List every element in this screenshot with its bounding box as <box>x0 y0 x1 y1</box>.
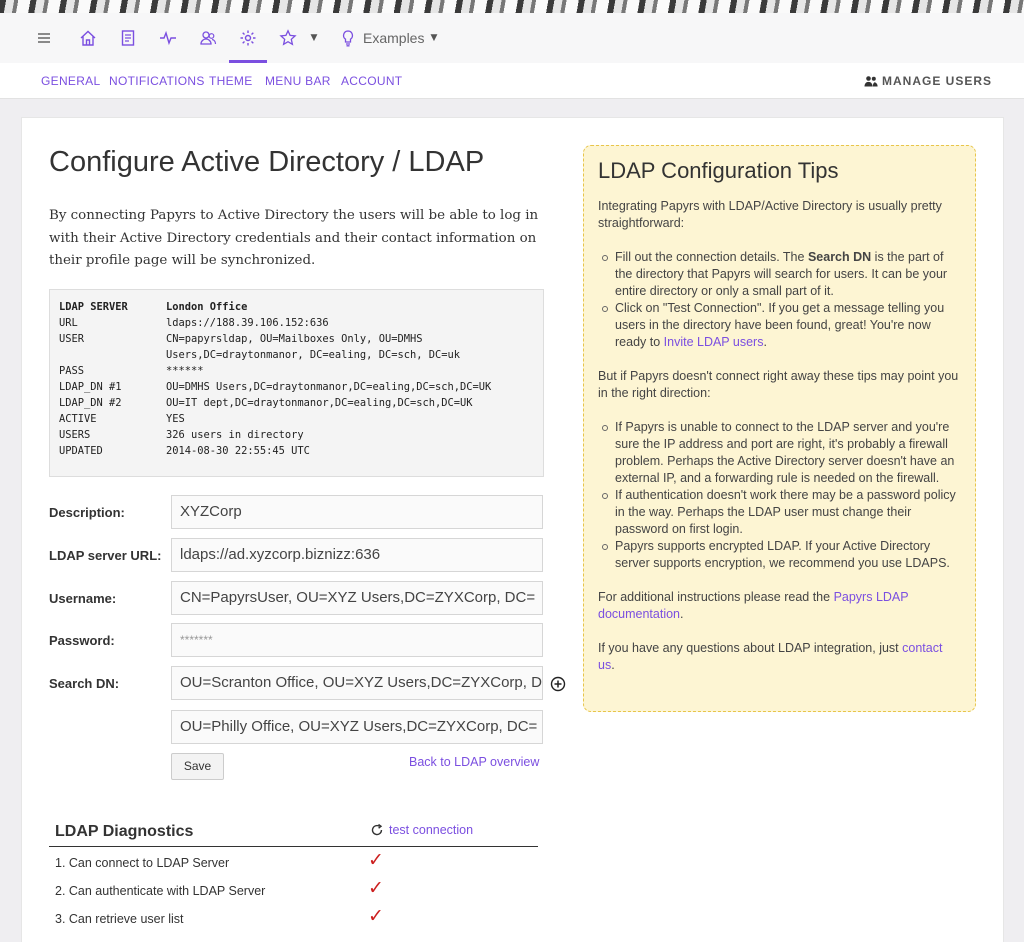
tip-text: Click on "Test Connection". If you get a message telling you users in the directory have been found, great! You're now ready to <box>615 301 945 349</box>
password-label: Password: <box>49 633 115 648</box>
tab-general[interactable]: GENERAL <box>41 74 101 88</box>
summary-row <box>59 427 543 443</box>
summary-value: OU=IT dept,DC=draytonmanor,DC=ealing,DC=sch,DC=UK <box>166 397 473 409</box>
tip-item <box>615 300 961 351</box>
tips-list-troubleshoot <box>598 419 961 572</box>
tip-bold-text: Search DN <box>807 250 872 264</box>
tab-notifications[interactable]: NOTIFICATIONS <box>109 74 205 88</box>
summary-value: 2014-08-30 22:55:45 UTC <box>166 445 310 457</box>
tip-item: If Papyrs is unable to connect to the LDAP server and you're sure the IP address and port are right, it's probably a firewall problem. Perhaps the Active Directory server doesn't have an external IP, and a forwarding rule is needed on the firewall. <box>615 419 961 487</box>
tab-account[interactable]: ACCOUNT <box>341 74 403 88</box>
summary-value: London Office <box>166 301 248 313</box>
examples-label: Examples <box>363 30 425 46</box>
tip-item: If authentication doesn't work there may be a password policy in the way. Perhaps the LDAP user must change their password on first login. <box>615 487 961 538</box>
username-field[interactable]: CN=PapyrsUser, OU=XYZ Users,DC=ZYXCorp, DC= <box>171 581 543 615</box>
diagnostics-divider <box>49 846 538 847</box>
summary-value: YES <box>166 413 185 425</box>
summary-row <box>59 411 543 427</box>
summary-key: LDAP SERVER <box>59 301 128 313</box>
star-dropdown-chevron-icon[interactable]: ▼ <box>310 33 318 43</box>
tips-intro: Integrating Papyrs with LDAP/Active Directory is usually pretty straightforward: <box>598 199 942 230</box>
search-dn-field-2[interactable]: OU=Philly Office, OU=XYZ Users,DC=ZYXCorp, DC= <box>171 710 543 744</box>
tip-text: Fill out the connection details. The <box>615 250 808 264</box>
invite-ldap-users-link[interactable]: Invite LDAP users <box>663 335 764 349</box>
checkmark-icon: ✓ <box>368 849 384 871</box>
manage-users-link[interactable] <box>864 74 992 88</box>
examples-dropdown[interactable] <box>339 13 439 63</box>
username-label: Username: <box>49 591 117 606</box>
ldap-documentation-link[interactable]: Papyrs LDAP documentation <box>598 590 909 621</box>
summary-value: ldaps://188.39.106.152:636 <box>166 317 329 329</box>
activity-icon[interactable] <box>158 13 178 63</box>
search-dn-field-1[interactable]: OU=Scranton Office, OU=XYZ Users,DC=ZYXCorp, D <box>171 666 543 700</box>
people-icon[interactable] <box>197 13 219 63</box>
summary-key: LDAP_DN #2 <box>59 397 122 409</box>
ldap-tips-panel <box>583 145 976 712</box>
summary-key: LDAP_DN #1 <box>59 381 122 393</box>
summary-row <box>59 315 543 331</box>
tips-docs-paragraph <box>598 589 961 623</box>
checkmark-icon: ✓ <box>368 905 384 927</box>
tip-text: . <box>763 335 767 349</box>
summary-value: ****** <box>166 365 204 377</box>
summary-value: OU=DMHS Users,DC=draytonmanor,DC=ealing,DC=sch,DC=UK <box>166 381 492 393</box>
search-dn-label: Search DN: <box>49 676 120 691</box>
lightbulb-icon <box>339 29 357 47</box>
test-connection-link[interactable] <box>370 823 473 837</box>
manage-users-label: MANAGE USERS <box>881 74 992 88</box>
summary-key: URL <box>59 317 78 329</box>
summary-key: PASS <box>59 365 85 377</box>
summary-row <box>59 443 543 459</box>
diagnostic-row: 1. Can connect to LDAP Server <box>55 856 230 870</box>
summary-value: 326 users in directory <box>166 429 304 441</box>
summary-key: USER <box>59 333 85 345</box>
refresh-icon <box>370 823 384 837</box>
password-field[interactable]: ******* <box>171 623 543 657</box>
tip-text: . <box>680 607 684 621</box>
star-icon[interactable] <box>278 13 298 63</box>
summary-value: CN=papyrsldap, OU=Mailboxes Only, OU=DMHS Users,DC=draytonmanor, DC=ealing, DC=sch, DC=uk <box>166 333 461 361</box>
page-title: Configure Active Directory / LDAP <box>49 146 485 178</box>
contact-us-link[interactable]: contact us <box>598 641 943 672</box>
chevron-down-icon: ▼ <box>430 33 438 43</box>
tip-text: . <box>611 658 615 672</box>
description-label: Description: <box>49 505 125 520</box>
tab-theme[interactable]: THEME <box>209 74 253 88</box>
tips-contact-paragraph <box>598 640 961 674</box>
summary-row <box>59 331 543 363</box>
tip-text: For additional instructions please read the <box>598 590 834 604</box>
diagnostics-title: LDAP Diagnostics <box>55 823 194 840</box>
settings-gear-icon[interactable] <box>238 13 258 63</box>
users-icon <box>864 75 878 87</box>
tips-list-setup <box>598 249 961 351</box>
summary-row <box>59 379 543 395</box>
settings-subnav <box>0 63 1024 99</box>
header-banner-image <box>0 0 1024 13</box>
tips-title: LDAP Configuration Tips <box>598 158 839 183</box>
summary-key: USERS <box>59 429 91 441</box>
summary-row <box>59 299 543 315</box>
tips-troubleshoot-intro: But if Papyrs doesn't connect right away these tips may point you in the right direction: <box>598 369 959 400</box>
summary-row <box>59 363 543 379</box>
home-icon[interactable] <box>78 13 98 63</box>
tip-text: If you have any questions about LDAP integration, just <box>598 641 903 655</box>
top-navbar <box>0 13 1024 63</box>
pages-icon[interactable] <box>118 13 138 63</box>
test-connection-label: test connection <box>389 823 474 837</box>
diagnostic-row: 2. Can authenticate with LDAP Server <box>55 884 266 898</box>
add-search-dn-icon[interactable] <box>550 676 566 692</box>
menu-icon[interactable] <box>34 13 54 63</box>
summary-key: ACTIVE <box>59 413 97 425</box>
ldap-server-url-label: LDAP server URL: <box>49 548 162 563</box>
intro-text: By connecting Papyrs to Active Directory the users will be able to log in with their Active Directory credentials and their contact information on their profile page will be synchronized. <box>49 208 539 268</box>
ldap-server-url-field[interactable]: ldaps://ad.xyzcorp.biznizz:636 <box>171 538 543 572</box>
checkmark-icon: ✓ <box>368 877 384 899</box>
summary-key: UPDATED <box>59 445 103 457</box>
ldap-summary-box <box>49 289 544 477</box>
tab-menu-bar[interactable]: MENU BAR <box>265 74 331 88</box>
summary-row <box>59 395 543 411</box>
tip-item: Papyrs supports encrypted LDAP. If your Active Directory server supports encryption, we recommend you use LDAPS. <box>615 538 961 572</box>
tip-item <box>615 249 961 300</box>
back-to-ldap-overview-link[interactable]: Back to LDAP overview <box>409 755 540 769</box>
description-field[interactable]: XYZCorp <box>171 495 543 529</box>
save-button[interactable]: Save <box>171 753 224 780</box>
tip-text: is the part of the directory that Papyrs will search for users. It can be your entire directory or only a small part of it. <box>615 250 948 298</box>
diagnostic-row: 3. Can retrieve user list <box>55 912 184 926</box>
